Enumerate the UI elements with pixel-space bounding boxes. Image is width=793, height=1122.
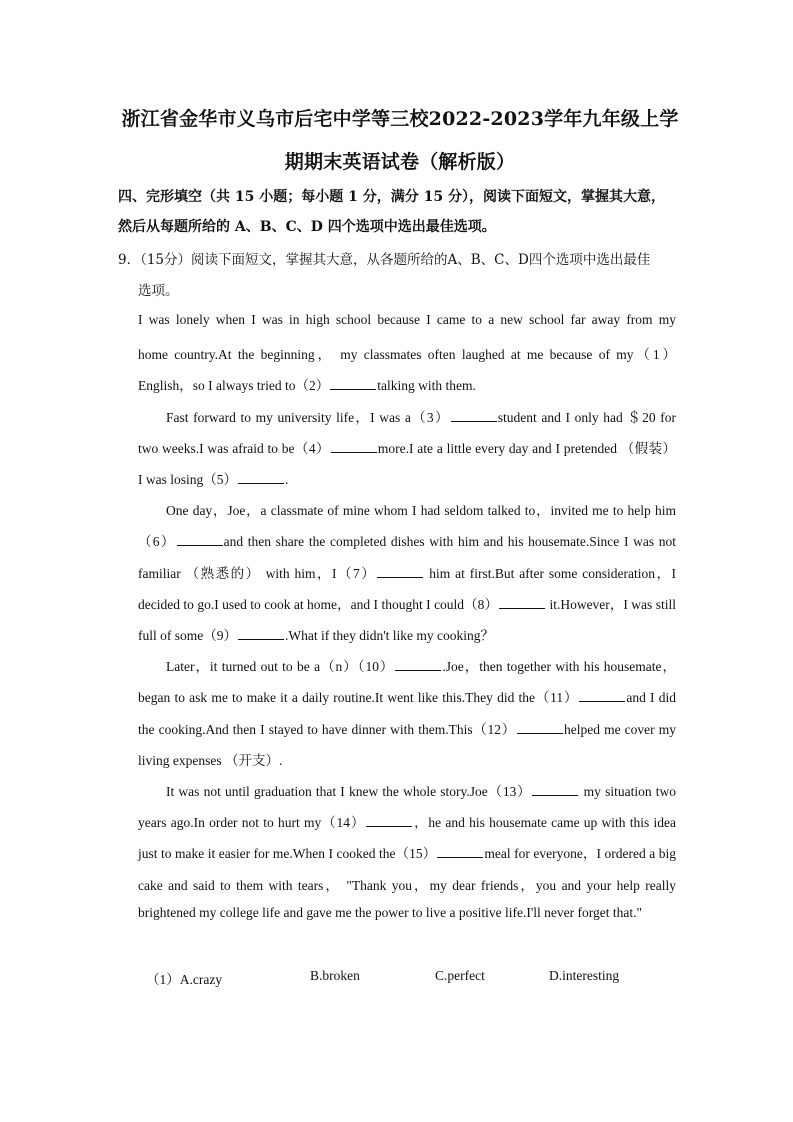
passage-line — [138, 530, 676, 550]
passage-line — [138, 811, 676, 831]
answer-blank[interactable] — [437, 845, 483, 858]
passage-line — [166, 780, 676, 800]
passage-text: talking with them. — [377, 378, 476, 394]
passage-line — [138, 343, 676, 363]
answer-blank[interactable] — [532, 783, 578, 796]
passage-text: Fast forward to my university life，I was a（3） — [166, 409, 450, 425]
answer-blank[interactable] — [451, 409, 497, 422]
passage-text: I was losing（5） — [138, 472, 237, 487]
answer-blank[interactable] — [579, 689, 625, 702]
answer-blank[interactable] — [377, 565, 423, 578]
answer-blank[interactable] — [366, 814, 412, 827]
question-prompt-line1: 9．（15分）阅读下面短文，掌握其大意，从各题所给的A、B、C、D四个选项中选出最佳 — [118, 252, 651, 268]
answer-blank[interactable] — [517, 721, 563, 734]
passage-text: helped me cover my — [563, 721, 676, 737]
passage-line — [138, 624, 676, 644]
passage-line — [138, 842, 676, 862]
passage-text: .Joe，then together with his housemate， — [442, 659, 676, 675]
passage-line — [166, 499, 676, 519]
passage-line — [138, 593, 676, 613]
passage-line — [138, 749, 676, 769]
passage-text: English，so I always tried to（2） — [138, 378, 330, 394]
section-heading-line2: 然后从每题所给的 A、B、C、D 四个选项中选出最佳选项。 — [118, 219, 496, 235]
passage-text: it.However，I was still — [546, 596, 676, 612]
passage-text: home country.At the beginning， my classmates often laughed at me because of my（1） — [138, 347, 676, 363]
passage-line — [138, 562, 676, 582]
answer-blank[interactable] — [331, 440, 377, 453]
passage-line — [138, 718, 676, 738]
passage-text: decided to go.I used to cook at home，and I thought I could（8） — [138, 596, 499, 612]
passage-line — [138, 312, 676, 328]
passage-line — [138, 874, 676, 894]
answer-blank[interactable] — [177, 533, 223, 546]
passage-line — [138, 437, 676, 457]
passage-text: familiar （熟悉的） with him，I（7） — [138, 565, 377, 581]
passage-text: It was not until graduation that I knew the whole story.Joe（13） — [166, 784, 532, 799]
passage-line — [138, 905, 676, 921]
passage-line — [138, 374, 676, 394]
passage-text: him at first.But after some consideration，I — [424, 565, 676, 581]
passage-text: . — [285, 472, 289, 487]
passage-text: Later，it turned out to be a（n）（10） — [166, 659, 395, 675]
answer-blank[interactable] — [499, 596, 545, 609]
passage-text: the cooking.And then I stayed to have dinner with them.This（12） — [138, 721, 516, 737]
passage-text: and then share the completed dishes with him and his housemate.Since I was not — [223, 534, 677, 550]
passage-line — [166, 655, 676, 675]
answer-blank[interactable] — [330, 377, 376, 390]
passage-text: One day，Joe，a classmate of mine whom I had seldom talked to，invited me to help him — [166, 503, 676, 519]
passage-text: ，he and his housemate came up with this idea — [413, 815, 677, 831]
page-title-line2: 期期末英语试卷（解析版） — [284, 151, 516, 173]
passage-text: （6） — [138, 534, 176, 550]
passage-text: just to make it easier for me.When I cooked the（15） — [138, 846, 437, 862]
section-heading-line1: 四、完形填空（共 15 小题；每小题 1 分，满分 15 分），阅读下面短文，掌握其大意， — [118, 189, 665, 205]
passage-text: my situation two — [579, 784, 677, 799]
passage-text: living expenses （开支）. — [138, 752, 283, 768]
passage-text: .What if they didn't like my cooking？ — [285, 628, 495, 643]
page-title-line1: 浙江省金华市义乌市后宅中学等三校2022-2023学年九年级上学 — [121, 108, 679, 130]
passage-text: cake and said to them with tears， "Thank you，my dear friends，you and your help really — [138, 877, 676, 893]
passage-line — [166, 406, 676, 426]
answer-blank[interactable] — [395, 658, 441, 671]
question-prompt-line2: 选项。 — [138, 283, 179, 299]
answer-blank[interactable] — [238, 471, 284, 484]
passage-text: began to ask me to make it a daily routine.It went like this.They did the（11） — [138, 690, 579, 706]
passage-text: and I did — [626, 690, 676, 706]
passage-text: brightened my college life and gave me the power to live a positive life.I'll never forget that." — [138, 904, 643, 920]
option-c[interactable]: C.perfect — [435, 968, 485, 983]
passage-text: two weeks.I was afraid to be（4） — [138, 440, 330, 456]
passage-line — [138, 686, 676, 706]
passage-text: I was lonely when I was in high school because I came to a new school far away from my — [138, 312, 676, 327]
passage-text: more.I ate a little every day and I pretended （假装） — [377, 440, 676, 456]
option-b[interactable]: B.broken — [310, 968, 360, 983]
passage-text: full of some（9） — [138, 628, 237, 643]
passage-text: meal for everyone，I ordered a big — [484, 846, 676, 862]
passage-text: student and I only had ＄20 for — [497, 409, 677, 425]
option-a[interactable]: （1）A.crazy — [146, 972, 223, 987]
passage-line — [138, 468, 676, 488]
option-d[interactable]: D.interesting — [549, 968, 620, 983]
answer-blank[interactable] — [238, 627, 284, 640]
passage-text: years ago.In order not to hurt my（14） — [138, 815, 366, 831]
